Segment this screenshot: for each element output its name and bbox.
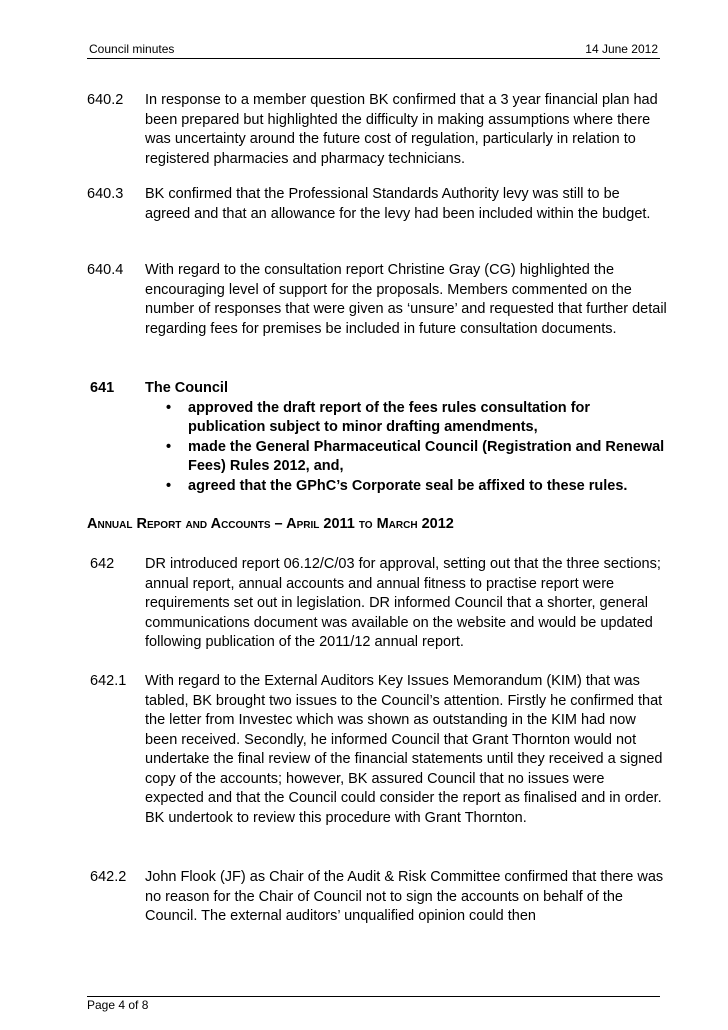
resolution-body [145, 379, 667, 496]
minute-number: 642.1 [90, 673, 127, 689]
minute-number: 642.2 [90, 869, 127, 885]
header-rule [87, 58, 660, 59]
minute-number: 640.2 [87, 92, 124, 108]
resolution-title: The Council [145, 380, 228, 396]
page-header [87, 40, 660, 58]
minute-text: In response to a member question BK confirmed that a 3 year financial plan had been prepared but highlighted the difficulty in making assumptions where there was uncertainty around the future cost of regulation, particularly in relation to registered pharmacies and pharmacy technicians. [145, 92, 658, 167]
minute-text: John Flook (JF) as Chair of the Audit & Risk Committee confirmed that there was no reason for the Chair of Council not to sign the accounts on behalf of the Council. The external auditors’ unqualified opinion could then [145, 869, 664, 924]
header-title: Council minutes [89, 42, 175, 56]
header-date: 14 June 2012 [585, 42, 658, 56]
page-number: Page 4 of 8 [87, 998, 149, 1012]
minute-number: 640.4 [87, 262, 124, 278]
footer-rule [87, 996, 660, 997]
minute-number: 642 [90, 556, 115, 572]
resolution-bullet: • made the General Pharmaceutical Council (Registration and Renewal Fees) Rules 2012, and, [145, 438, 667, 477]
section-heading: Annual Report and Accounts – April 2011 to March 2012 [87, 516, 454, 532]
minute-text: With regard to the External Auditors Key Issues Memorandum (KIM) that was tabled, BK brought two issues to the Council’s attention. Firstly he confirmed that the letter from Investec which was shown as outstanding in the KIM had now been received. Secondly, he informed Council that Grant Thornton would not undertake the final review of the financial statements until they received a signed copy of the accounts; however, BK assured Council that no issues were expected and that the Council could consider the report as finalised and in order. BK undertook to review this procedure with Grant Thornton. [145, 673, 663, 826]
minute-text: DR introduced report 06.12/C/03 for approval, setting out that the three sections; annual report, annual accounts and annual fitness to practise report were requirements set out in legislation. DR informed Council that a shorter, general communications document was available on the website and would be updated following publication of the 2011/12 annual report. [145, 556, 661, 650]
resolution-bullet: • agreed that the GPhC’s Corporate seal be affixed to these rules. [145, 477, 667, 497]
resolution-list [145, 399, 667, 497]
resolution-bullet: • approved the draft report of the fees rules consultation for publication subject to minor drafting amendments, [145, 399, 667, 438]
minute-number: 640.3 [87, 186, 124, 202]
minute-text: With regard to the consultation report Christine Gray (CG) highlighted the encouraging level of support for the proposals. Members commented on the number of responses that were given as ‘unsure’ and requested that further detail regarding fees for premises be included in future consultation documents. [145, 262, 667, 337]
minute-text: BK confirmed that the Professional Standards Authority levy was still to be agreed and that an allowance for the levy had been included within the budget. [145, 186, 651, 222]
minute-number: 641 [90, 380, 115, 396]
